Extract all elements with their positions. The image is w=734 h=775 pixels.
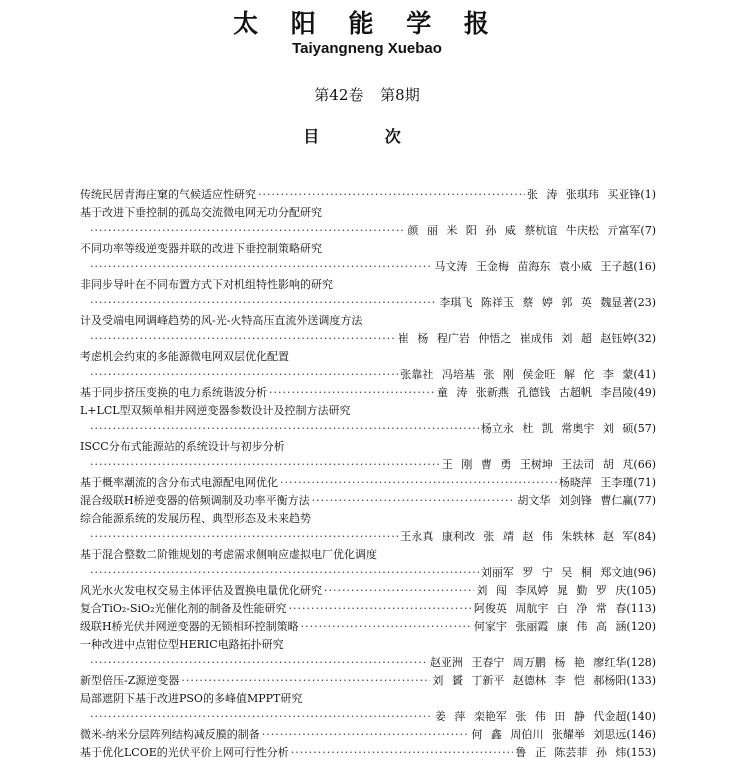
entry-line [80,492,656,510]
leader-dots [90,564,479,582]
entry-author-line [80,330,656,348]
entry-author-line [80,654,656,672]
leader-dots [90,330,396,348]
article-page: (77) [633,494,656,507]
article-title: 局部遮阴下基于改进PSO的多峰值MPPT研究 [80,692,303,705]
article-authors: 王 刚 曹 勇 王树坤 王法司 胡 芃 [441,458,634,471]
leader-dots [90,654,428,672]
article-authors: 杨立永 杜 凯 常奥宇 刘 硕 [480,422,634,435]
article-title: 基于同步挤压变换的电力系统谐波分析 [80,386,267,399]
issue-label: 第8期 [380,86,420,104]
article-authors: 杨晓萍 王李瑾 [558,476,634,489]
article-title: 计及受端电网调峰趋势的风-光-火特高压直流外送调度方法 [80,314,363,327]
article-page: (146) [626,728,656,741]
article-authors: 阿俊英 周航宇 白 净 常 春 [473,602,627,615]
toc-entry[interactable] [80,582,656,600]
article-page: (140) [626,710,656,723]
article-title: 微米-纳米分层阵列结构减反膜的制备 [80,728,260,741]
entry-line [80,744,656,762]
article-authors: 颜 丽 米 阳 孙 威 蔡杭谊 牛庆松 亓富军 [407,224,641,237]
toc-entry[interactable] [80,744,656,762]
article-authors: 崔 杨 程广岩 仲悟之 崔成伟 刘 超 赵钰婷 [397,332,634,345]
leader-dots [90,294,437,312]
entry-line [80,474,656,492]
toc-entry[interactable] [80,672,656,690]
entry-line [80,726,656,744]
entry-author-line [80,366,656,384]
entry-author-line [80,708,656,726]
entry-author-line [80,456,656,474]
article-page: (113) [626,602,656,615]
toc-entry[interactable] [80,546,656,582]
article-authors: 胡文华 刘剑锋 曹仁赢 [517,494,634,507]
leader-dots [269,384,435,402]
toc-entry[interactable] [80,384,656,402]
article-authors: 姜 萍 栾艳军 张 伟 田 静 代金超 [434,710,627,723]
article-title: 混合级联H桥逆变器的倍频调制及功率平衡方法 [80,494,310,507]
article-authors: 鲁 正 陈芸菲 孙 炜 [515,746,627,759]
article-page: (133) [626,674,656,687]
article-authors: 刘丽军 罗 宁 吴 桐 郑文迪 [480,566,634,579]
leader-dots [90,258,432,276]
article-page: (120) [626,620,656,633]
entry-line [80,600,656,618]
article-title: 新型倍压-Z源逆变器 [80,674,180,687]
entry-line [80,582,656,600]
volume-label: 第42卷 [314,86,364,104]
entry-line [80,618,656,636]
article-page: (32) [633,332,656,345]
article-page: (1) [640,188,656,201]
toc-entry[interactable] [80,618,656,636]
toc-entry[interactable] [80,240,656,276]
entry-line [80,672,656,690]
leader-dots [258,186,525,204]
leader-dots [262,726,470,744]
leader-dots [90,420,479,438]
article-authors: 刘 闯 李凤婷 晁 勤 罗 庆 [476,584,627,597]
leader-dots [90,456,440,474]
article-title: 传统民居青海庄窠的气候适应性研究 [80,188,256,201]
article-page: (66) [633,458,656,471]
article-page: (7) [640,224,656,237]
entry-line [80,186,656,204]
journal-title: 太 阳 能 学 报 [233,9,501,38]
article-title: 基于改进下垂控制的孤岛交流微电网无功分配研究 [80,206,322,219]
journal-subtitle: Taiyangneng Xuebao [292,40,442,57]
leader-dots [90,528,398,546]
article-title: 综合能源系统的发展历程、典型形态及未来趋势 [80,512,311,525]
article-title: 不同功率等级逆变器并联的改进下垂控制策略研究 [80,242,322,255]
leader-dots [288,600,471,618]
entry-author-line [80,564,656,582]
toc-entry[interactable] [80,186,656,204]
issue-line [0,84,734,105]
leader-dots [324,582,474,600]
article-page: (105) [626,584,656,597]
article-title: 风光水火发电权交易主体评估及置换电量优化研究 [80,584,322,597]
entry-author-line [80,528,656,546]
article-title: 级联H桥光伏并网逆变器的无锁相环控制策略 [80,620,299,633]
article-page: (128) [626,656,656,669]
article-authors: 童 涛 张新燕 孔德钱 古超帆 李昌陵 [436,386,634,399]
article-authors: 李琪飞 陈祥玉 蔡 婷 郭 英 魏显著 [439,296,634,309]
article-title: 基于混合整数二阶锥规划的考虑需求侧响应虚拟电厂优化调度 [80,548,377,561]
article-title: 一种改进中点钳位型HERIC电路拓扑研究 [80,638,284,651]
leader-dots [291,744,514,762]
article-title: 复合TiO₂-SiO₂光催化剂的制备及性能研究 [80,602,287,615]
leader-dots [90,222,405,240]
toc-entry[interactable] [80,474,656,492]
article-authors: 马文涛 王金梅 苗海东 袁小威 王子越 [434,260,634,273]
entry-author-line [80,258,656,276]
article-page: (16) [633,260,656,273]
article-authors: 赵亚洲 王春宁 周万鹏 杨 艳 廖红华 [429,656,627,669]
article-title: ISCC分布式能源站的系统设计与初步分析 [80,440,285,453]
toc-entry[interactable] [80,510,656,546]
toc-entry[interactable] [80,312,656,348]
article-authors: 张靠社 冯培基 张 刚 侯金旺 解 佗 李 蒙 [400,368,634,381]
article-page: (49) [633,386,656,399]
article-page: (23) [633,296,656,309]
article-authors: 何家宇 张丽霞 康 伟 高 涵 [473,620,627,633]
article-authors: 何 鑫 周伯川 张耀举 刘思远 [471,728,627,741]
article-title: 考虑机会约束的多能源微电网双层优化配置 [80,350,289,363]
toc-entry[interactable] [80,402,656,438]
leader-dots [181,672,430,690]
toc-entry[interactable] [80,726,656,744]
article-title: 非同步导叶在不同布置方式下对机组特性影响的研究 [80,278,333,291]
leader-dots [301,618,472,636]
toc-entry[interactable] [80,600,656,618]
article-page: (96) [633,566,656,579]
toc-entry[interactable] [80,636,656,672]
toc-entry[interactable] [80,348,656,384]
article-page: (84) [633,530,656,543]
article-authors: 张 涛 张琪玮 买亚锋 [526,188,641,201]
toc-entry[interactable] [80,204,656,240]
toc-entry[interactable] [80,690,656,726]
leader-dots [90,366,398,384]
table-of-contents [80,186,656,762]
toc-entry[interactable] [80,492,656,510]
article-page: (153) [626,746,656,759]
article-page: (57) [633,422,656,435]
leader-dots [280,474,557,492]
article-authors: 王永真 康利改 张 靖 赵 伟 朱轶林 赵 军 [400,530,634,543]
contents-heading: 目 次 [303,127,431,146]
toc-entry[interactable] [80,276,656,312]
article-authors: 刘 贇 丁新平 赵德林 李 恺 郝杨阳 [432,674,627,687]
article-title: L+LCL型双频单相并网逆变器参数设计及控制方法研究 [80,404,351,417]
entry-author-line [80,294,656,312]
entry-author-line [80,222,656,240]
toc-entry[interactable] [80,438,656,474]
leader-dots [90,708,433,726]
leader-dots [312,492,516,510]
entry-line [80,384,656,402]
entry-author-line [80,420,656,438]
article-page: (71) [633,476,656,489]
article-title: 基于概率潮流的含分布式电源配电网优化 [80,476,278,489]
article-page: (41) [633,368,656,381]
article-title: 基于优化LCOE的光伏平价上网可行性分析 [80,746,289,759]
